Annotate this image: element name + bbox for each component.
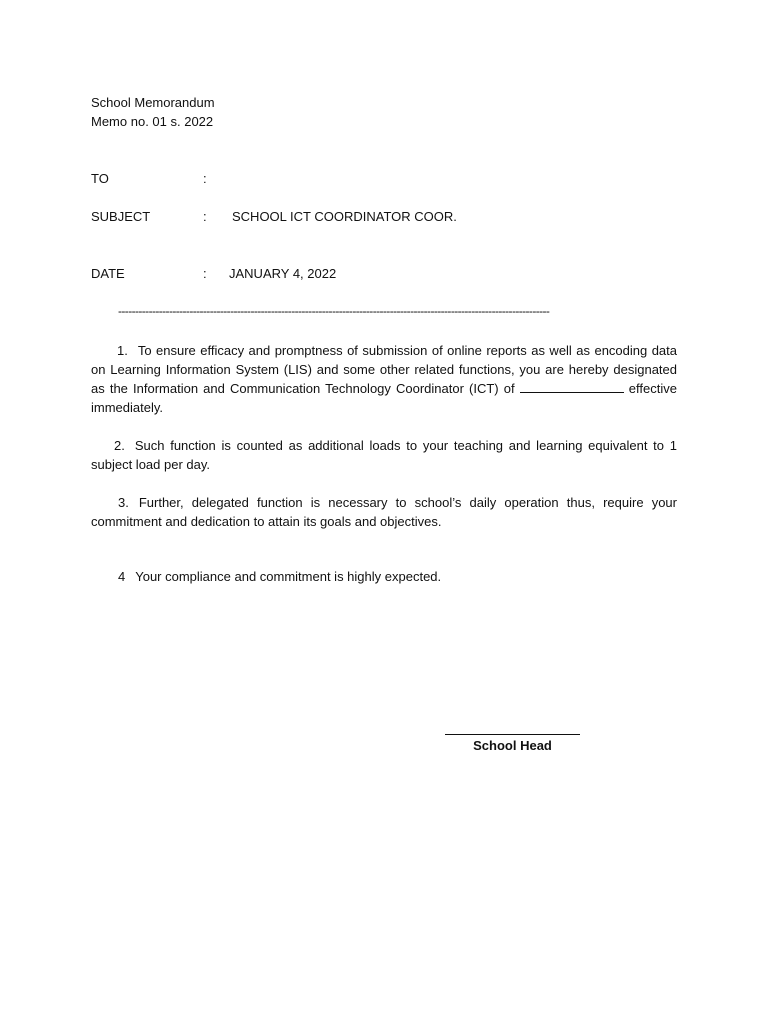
paragraph-1-tail: effective immediately.: [91, 381, 677, 415]
paragraph-3: [91, 493, 677, 531]
paragraph-4-number: 4: [118, 569, 126, 584]
dashed-divider: -------------------------------------------------------------------------------------------------------------------------------: [118, 304, 550, 318]
memo-type: School Memorandum: [91, 95, 215, 110]
subject-value: SCHOOL ICT COORDINATOR COOR.: [232, 209, 457, 224]
date-value: JANUARY 4, 2022: [229, 266, 337, 281]
to-colon: :: [203, 171, 207, 186]
signatory-title: School Head: [473, 738, 552, 753]
memo-number: Memo no. 01 s. 2022: [91, 114, 214, 129]
blank-fill-line: [520, 380, 624, 393]
paragraph-2-text: Such function is counted as additional loads to your teaching and learning equivalent to 1 subject load per day.: [91, 438, 677, 472]
paragraph-1: [91, 341, 677, 417]
paragraph-4-text: Your compliance and commitment is highly expected.: [135, 569, 442, 584]
paragraph-1-text: To ensure efficacy and promptness of submission of online reports as well as encoding data on Learning Information System (LIS) and some other related functions, you are hereby designated as the Information and Communication Technology Coordinator (ICT) of: [91, 343, 677, 396]
signature-line: [445, 734, 580, 735]
paragraph-3-number: 3.: [118, 495, 129, 510]
subject-label: SUBJECT: [91, 209, 151, 224]
paragraph-2-number: 2.: [114, 438, 125, 453]
paragraph-1-number: 1.: [117, 343, 128, 358]
date-label: DATE: [91, 266, 125, 281]
subject-colon: :: [203, 209, 207, 224]
paragraph-2: [91, 436, 677, 474]
to-label: TO: [91, 171, 109, 186]
paragraph-4: [91, 567, 677, 586]
date-colon: :: [203, 266, 207, 281]
paragraph-3-text: Further, delegated function is necessary to school’s daily operation thus, require your commitment and dedication to attain its goals and objectives.: [91, 495, 677, 529]
